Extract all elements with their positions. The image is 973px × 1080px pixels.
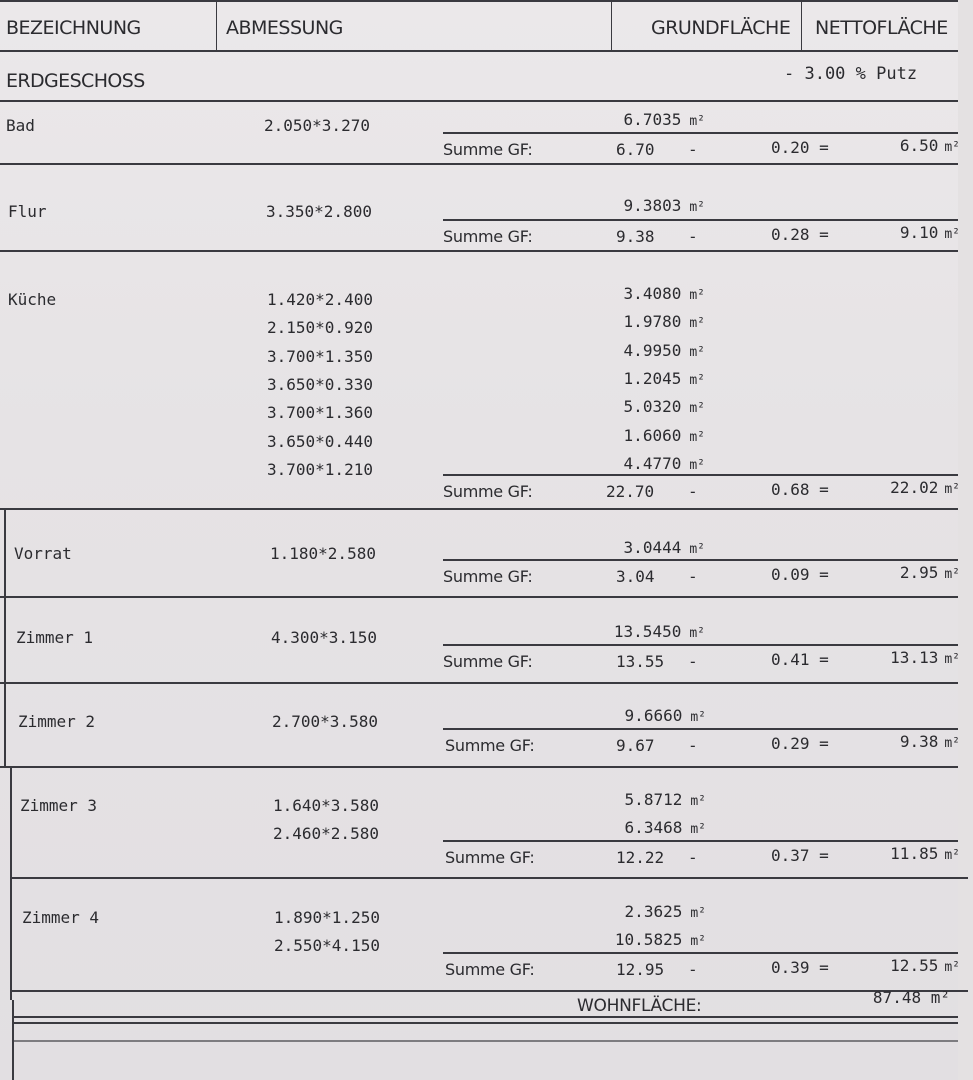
total-unit: m²	[930, 988, 950, 1007]
net-area-unit: m²	[944, 848, 960, 863]
room-dimension: 3.700*1.350	[267, 346, 373, 366]
subtotal-rule	[443, 474, 958, 476]
net-area-unit: m²	[944, 482, 960, 497]
sum-value: 12.95	[616, 960, 665, 979]
sum-label: Summe GF:	[443, 652, 533, 671]
area-unit: m²	[689, 316, 705, 332]
total-rule-2	[12, 1022, 958, 1024]
minus-sign: -	[688, 567, 698, 586]
section-title: ERDGESCHOSS	[6, 70, 145, 92]
net-area	[800, 478, 960, 497]
sum-label: Summe GF:	[445, 736, 535, 755]
subtotal-rule	[443, 219, 958, 221]
section-rule	[0, 100, 958, 102]
partial-area-value: 13.5450	[613, 622, 682, 641]
room-dimension: 3.350*2.800	[266, 202, 372, 221]
room-dimension: 2.150*0.920	[267, 318, 373, 338]
minus-sign: -	[688, 482, 698, 501]
area-unit: m²	[689, 344, 705, 360]
area-unit: m²	[689, 626, 705, 641]
net-area-value: 13.13	[890, 648, 939, 667]
header-nettoflaeche: NETTOFLÄCHE	[815, 17, 948, 39]
partial-area	[525, 397, 705, 416]
net-area-unit: m²	[944, 567, 960, 582]
row-rule	[0, 596, 958, 598]
partial-area-value: 4.4770	[623, 453, 682, 473]
room-dimension: 1.420*2.400	[267, 290, 373, 309]
partial-area-value: 10.5825	[614, 930, 683, 949]
row-rule	[0, 766, 958, 768]
net-area	[800, 844, 960, 863]
row-rule	[0, 250, 958, 252]
net-area	[800, 563, 960, 582]
area-unit: m²	[690, 710, 706, 725]
partial-area	[525, 312, 705, 331]
partial-area	[526, 818, 706, 837]
minus-sign: -	[688, 960, 698, 979]
room-dimension: 2.050*3.270	[264, 116, 370, 135]
subtotal-rule	[443, 840, 958, 842]
partial-area	[525, 110, 705, 129]
net-area-value: 9.38	[899, 732, 939, 751]
net-area	[800, 732, 960, 751]
subtotal-rule	[443, 559, 958, 561]
room-dimension: 2.700*3.580	[272, 712, 378, 731]
partial-area	[525, 196, 705, 215]
room-name: Zimmer 2	[18, 712, 96, 731]
area-unit: m²	[689, 288, 705, 303]
area-unit: m²	[689, 429, 705, 445]
partial-area-value: 9.3803	[623, 196, 682, 215]
net-area	[800, 223, 960, 242]
net-area-value: 9.10	[899, 223, 939, 242]
net-area-unit: m²	[944, 140, 960, 155]
room-dimension: 1.890*1.250	[274, 908, 380, 927]
room-dimension: 2.460*2.580	[273, 824, 379, 843]
partial-area-value: 4.9950	[623, 340, 682, 360]
partial-area	[525, 622, 705, 641]
partial-area-value: 6.7035	[623, 110, 682, 129]
room-dimension: 3.650*0.330	[267, 374, 373, 394]
net-area	[800, 956, 960, 975]
room-dimension: 3.700*1.210	[267, 459, 373, 479]
total-label: WOHNFLÄCHE:	[577, 996, 702, 1016]
room-dimension: 1.640*3.580	[273, 796, 379, 815]
deduction-value: 0.29 =	[771, 734, 829, 753]
partial-area	[525, 538, 705, 557]
partial-area-value: 3.0444	[623, 538, 682, 557]
total-value	[830, 988, 950, 1007]
partial-area-value: 3.4080	[623, 284, 682, 303]
sum-value: 6.70	[616, 140, 655, 159]
deduction-value: 0.28 =	[771, 225, 829, 244]
header-grundflaeche: GRUNDFLÄCHE	[614, 0, 802, 50]
partial-area	[526, 902, 706, 921]
area-unit: m²	[689, 401, 705, 417]
room-dimension: 4.300*3.150	[271, 628, 377, 647]
minus-sign: -	[688, 227, 698, 246]
row-rule	[0, 682, 958, 684]
net-area-value: 6.50	[899, 136, 939, 155]
room-dimension: 1.180*2.580	[270, 544, 376, 563]
minus-sign: -	[688, 652, 698, 671]
area-unit: m²	[689, 542, 705, 557]
row-rule	[10, 990, 968, 992]
partial-area	[525, 369, 705, 388]
area-unit: m²	[689, 200, 705, 215]
area-unit: m²	[689, 372, 705, 388]
net-area-value: 22.02	[890, 478, 939, 497]
minus-sign: -	[688, 736, 698, 755]
partial-area	[525, 341, 705, 360]
area-unit: m²	[690, 822, 706, 837]
deduction-value: 0.39 =	[771, 958, 829, 977]
partial-area-value: 5.0320	[623, 397, 682, 417]
header-rule	[0, 50, 958, 52]
left-border-lower	[10, 768, 12, 1000]
partial-area-value: 6.3468	[624, 818, 683, 837]
room-name: Bad	[6, 116, 35, 135]
sum-value: 3.04	[616, 567, 655, 586]
subtotal-rule	[443, 644, 958, 646]
net-area-value: 11.85	[890, 844, 939, 863]
minus-sign: -	[688, 848, 698, 867]
partial-area	[526, 790, 706, 809]
sum-value: 9.38	[616, 227, 655, 246]
bottom-rule	[12, 1040, 958, 1042]
room-dimension: 3.700*1.360	[267, 403, 373, 423]
sum-label: Summe GF:	[443, 227, 533, 246]
row-rule	[10, 877, 968, 879]
area-unit: m²	[690, 906, 706, 921]
total-number: 87.48	[872, 988, 922, 1007]
net-area-unit: m²	[944, 960, 960, 975]
deduction-value: 0.68 =	[771, 480, 829, 499]
room-name: Zimmer 4	[22, 908, 100, 927]
area-unit: m²	[689, 114, 705, 129]
area-unit: m²	[689, 457, 705, 473]
partial-area-value: 1.6060	[623, 425, 682, 445]
putz-note: - 3.00 % Putz	[784, 64, 918, 84]
left-border	[4, 508, 6, 768]
partial-area	[525, 426, 705, 445]
room-name: Flur	[8, 202, 47, 221]
header-abmessung: ABMESSUNG	[212, 0, 612, 50]
deduction-value: 0.09 =	[771, 565, 829, 584]
partial-area	[525, 284, 705, 303]
deduction-value: 0.41 =	[771, 650, 829, 669]
room-name: Küche	[8, 290, 57, 309]
room-name: Zimmer 1	[16, 628, 94, 647]
row-rule	[0, 508, 958, 510]
room-name: Vorrat	[14, 544, 72, 563]
room-name: Zimmer 3	[20, 796, 98, 815]
area-unit: m²	[690, 794, 706, 809]
sum-value: 9.67	[616, 736, 655, 755]
subtotal-rule	[443, 728, 958, 730]
partial-area	[525, 454, 705, 473]
area-unit: m²	[690, 934, 706, 949]
sum-value: 12.22	[616, 848, 665, 867]
room-dimension: 3.650*0.440	[267, 431, 373, 451]
sum-label: Summe GF:	[443, 482, 533, 501]
deduction-value: 0.20 =	[771, 138, 829, 157]
net-area-value: 12.55	[890, 956, 939, 975]
partial-area-value: 1.9780	[623, 312, 682, 332]
left-border-bottom	[12, 1000, 14, 1080]
net-area-unit: m²	[944, 227, 960, 242]
sum-label: Summe GF:	[445, 848, 535, 867]
sum-value: 13.55	[616, 652, 665, 671]
partial-area-value: 1.2045	[623, 368, 682, 388]
sum-value: 22.70	[606, 482, 655, 501]
partial-area-value: 9.6660	[624, 706, 683, 725]
partial-area-value: 2.3625	[624, 902, 683, 921]
deduction-value: 0.37 =	[771, 846, 829, 865]
subtotal-rule	[443, 132, 958, 134]
minus-sign: -	[688, 140, 698, 159]
sum-label: Summe GF:	[443, 140, 533, 159]
net-area-unit: m²	[944, 736, 960, 751]
room-dimension: 2.550*4.150	[274, 936, 380, 955]
net-area	[800, 648, 960, 667]
net-area-unit: m²	[944, 652, 960, 667]
total-rule	[12, 1016, 958, 1018]
partial-area	[526, 706, 706, 725]
sum-label: Summe GF:	[445, 960, 535, 979]
sum-label: Summe GF:	[443, 567, 533, 586]
net-area	[800, 136, 960, 155]
header-bezeichnung: BEZEICHNUNG	[0, 0, 217, 50]
row-rule	[0, 163, 958, 165]
partial-area-value: 5.8712	[624, 790, 683, 809]
subtotal-rule	[443, 952, 958, 954]
partial-area	[526, 930, 706, 949]
net-area-value: 2.95	[899, 563, 939, 582]
